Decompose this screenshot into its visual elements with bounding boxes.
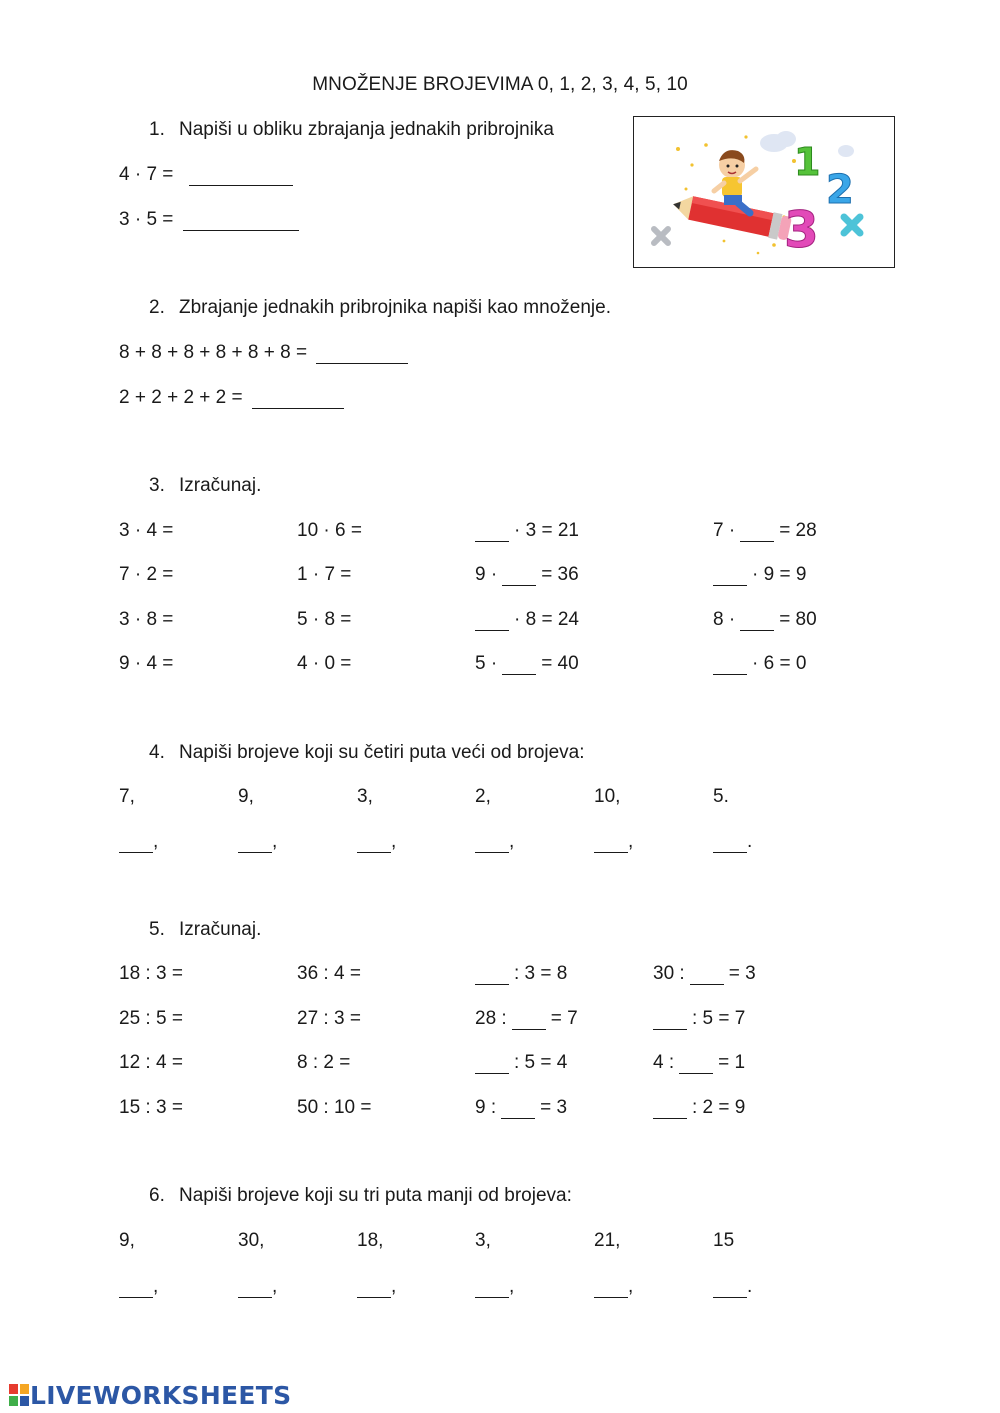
punctuation: , bbox=[391, 1276, 397, 1297]
answer-field[interactable] bbox=[502, 654, 536, 675]
answer-field[interactable] bbox=[475, 964, 509, 985]
equation-cell bbox=[119, 563, 173, 587]
equation-cell bbox=[119, 1051, 183, 1075]
section-number: 5. bbox=[149, 919, 165, 940]
expression: 3 · 5 = bbox=[119, 209, 174, 230]
equation-cell bbox=[119, 652, 173, 676]
expression-text: 3 · 8 = bbox=[119, 608, 174, 630]
equation-cell bbox=[297, 1096, 371, 1120]
expression-text: 28 : bbox=[475, 1007, 507, 1029]
equation-cell bbox=[475, 563, 579, 587]
answer-field[interactable] bbox=[357, 832, 391, 853]
expression-text: = 3 bbox=[728, 963, 756, 984]
answer-field[interactable] bbox=[252, 388, 344, 409]
numeral-1: 1 bbox=[794, 140, 821, 184]
liveworksheets-icon bbox=[8, 1382, 30, 1408]
section-2-heading bbox=[149, 296, 611, 320]
answer-field[interactable] bbox=[713, 565, 747, 586]
answer-field[interactable] bbox=[690, 964, 724, 985]
expression-text: 30 : bbox=[653, 963, 685, 984]
expression-text: = 40 bbox=[541, 652, 579, 674]
equation-cell bbox=[297, 1051, 350, 1075]
exercise-2b bbox=[119, 386, 344, 410]
expression-text: 18 : 3 = bbox=[119, 963, 183, 984]
punctuation: , bbox=[272, 831, 278, 852]
answer-slot bbox=[119, 830, 158, 854]
equation-cell bbox=[475, 1007, 578, 1031]
exercise-2a bbox=[119, 341, 408, 365]
equation-cell bbox=[119, 608, 173, 632]
heading-text: Izračunaj. bbox=[179, 475, 262, 496]
multiply-sign-icon bbox=[654, 229, 668, 243]
answer-field[interactable] bbox=[713, 832, 747, 853]
equation-cell bbox=[653, 962, 756, 986]
expression-text: · 9 = 9 bbox=[752, 564, 807, 586]
punctuation: , bbox=[391, 831, 397, 852]
answer-field[interactable] bbox=[475, 610, 509, 631]
section-4-heading bbox=[149, 741, 585, 765]
equation-cell bbox=[475, 608, 579, 632]
expression-text: 8 : 2 = bbox=[297, 1052, 351, 1074]
answer-field[interactable] bbox=[653, 1098, 687, 1119]
answer-field[interactable] bbox=[502, 565, 536, 586]
expression-text: 50 : 10 = bbox=[297, 1096, 372, 1118]
answer-field[interactable] bbox=[183, 210, 299, 231]
given-number: 18, bbox=[357, 1230, 384, 1251]
expression-text: = 28 bbox=[779, 520, 817, 541]
equation-cell bbox=[297, 608, 351, 632]
equation-cell bbox=[297, 962, 361, 986]
illustration-frame bbox=[633, 116, 895, 268]
expression-text: = 7 bbox=[550, 1007, 578, 1029]
given-number: 2, bbox=[475, 786, 491, 807]
expression-text: 5 · bbox=[475, 652, 498, 674]
given-number: 30, bbox=[238, 1230, 265, 1251]
expression-text: 3 · 4 = bbox=[119, 520, 174, 541]
answer-slot bbox=[357, 1275, 396, 1299]
answer-field[interactable] bbox=[189, 165, 293, 186]
equation-cell bbox=[119, 519, 173, 543]
answer-field[interactable] bbox=[713, 654, 747, 675]
expression-text: = 80 bbox=[779, 608, 817, 630]
answer-field[interactable] bbox=[713, 1277, 747, 1298]
expression-text: · 6 = 0 bbox=[752, 652, 807, 674]
answer-slot bbox=[594, 830, 633, 854]
answer-field[interactable] bbox=[238, 832, 272, 853]
answer-field[interactable] bbox=[475, 1277, 509, 1298]
answer-field[interactable] bbox=[594, 1277, 628, 1298]
given-number: 9, bbox=[238, 786, 254, 807]
answer-field[interactable] bbox=[594, 832, 628, 853]
boy-on-pencil-illustration bbox=[634, 117, 895, 268]
answer-slot bbox=[357, 830, 396, 854]
section-number: 6. bbox=[149, 1185, 165, 1206]
expression-text: · 3 = 21 bbox=[514, 520, 579, 541]
expression-text: 10 · 6 = bbox=[297, 520, 362, 541]
equation-cell bbox=[713, 563, 806, 587]
equation-cell bbox=[119, 1096, 183, 1120]
logo-text: LIVEWORKSHEETS bbox=[30, 1380, 292, 1410]
given-number: 21, bbox=[594, 1230, 621, 1251]
expression: 8 + 8 + 8 + 8 + 8 + 8 = bbox=[119, 342, 308, 363]
equation-cell bbox=[653, 1096, 745, 1120]
heading-text: Napiši u obliku zbrajanja jednakih pribrojnika bbox=[179, 119, 554, 140]
punctuation: , bbox=[509, 831, 515, 852]
punctuation: , bbox=[628, 1276, 634, 1297]
expression-text: 27 : 3 = bbox=[297, 1007, 361, 1029]
equation-cell bbox=[713, 519, 817, 543]
equation-cell bbox=[475, 1096, 567, 1120]
expression-text: 7 · bbox=[713, 520, 736, 541]
expression-text: 9 · 4 = bbox=[119, 652, 174, 674]
section-number: 4. bbox=[149, 742, 165, 763]
equation-cell bbox=[119, 1007, 183, 1031]
answer-field[interactable] bbox=[316, 343, 408, 364]
section-number: 1. bbox=[149, 119, 165, 140]
given-number: 7, bbox=[119, 786, 135, 807]
expression-text: : 5 = 4 bbox=[514, 1052, 568, 1074]
answer-field[interactable] bbox=[238, 1277, 272, 1298]
numeral-2: 2 bbox=[826, 167, 854, 213]
equation-cell bbox=[475, 962, 567, 986]
expression-text: 15 : 3 = bbox=[119, 1096, 183, 1118]
given-number: 5. bbox=[713, 786, 729, 807]
punctuation: , bbox=[628, 831, 634, 852]
expression-text: : 5 = 7 bbox=[692, 1007, 746, 1029]
answer-field[interactable] bbox=[475, 521, 509, 542]
answer-slot bbox=[475, 1275, 514, 1299]
answer-field[interactable] bbox=[475, 1053, 509, 1074]
answer-field[interactable] bbox=[119, 832, 153, 853]
expression-text: 25 : 5 = bbox=[119, 1007, 183, 1029]
punctuation: , bbox=[509, 1276, 515, 1297]
expression-text: 7 · 2 = bbox=[119, 564, 174, 586]
punctuation: , bbox=[272, 1276, 278, 1297]
numeral-3: 3 bbox=[784, 201, 819, 259]
expression: 2 + 2 + 2 + 2 = bbox=[119, 387, 243, 408]
answer-field[interactable] bbox=[501, 1098, 535, 1119]
answer-field[interactable] bbox=[119, 1277, 153, 1298]
answer-slot bbox=[238, 1275, 277, 1299]
expression-text: 5 · 8 = bbox=[297, 608, 352, 630]
equation-cell bbox=[713, 608, 817, 632]
punctuation: . bbox=[747, 1276, 753, 1297]
expression-text: 9 : bbox=[475, 1096, 497, 1118]
expression-text: 4 · 0 = bbox=[297, 652, 352, 674]
expression: 4 · 7 = bbox=[119, 164, 174, 185]
section-number: 3. bbox=[149, 475, 165, 496]
section-5-heading bbox=[149, 918, 261, 942]
exercise-1b bbox=[119, 208, 299, 232]
answer-slot bbox=[594, 1275, 633, 1299]
expression-text: 8 · bbox=[713, 608, 736, 630]
heading-text: Izračunaj. bbox=[179, 919, 262, 940]
answer-field[interactable] bbox=[679, 1053, 713, 1074]
section-number: 2. bbox=[149, 297, 165, 318]
given-number: 9, bbox=[119, 1230, 135, 1251]
expression-text: : 3 = 8 bbox=[514, 963, 568, 984]
section-6-heading bbox=[149, 1184, 572, 1208]
given-number: 3, bbox=[357, 786, 373, 807]
expression-text: = 1 bbox=[718, 1052, 746, 1074]
equation-cell bbox=[475, 652, 579, 676]
equation-cell bbox=[297, 519, 362, 543]
punctuation: , bbox=[153, 1276, 159, 1297]
answer-field[interactable] bbox=[653, 1009, 687, 1030]
expression-text: 36 : 4 = bbox=[297, 963, 361, 984]
equation-cell bbox=[297, 563, 351, 587]
expression-text: 1 · 7 = bbox=[297, 564, 352, 586]
punctuation: . bbox=[747, 831, 753, 852]
expression-text: 12 : 4 = bbox=[119, 1052, 183, 1074]
equation-cell bbox=[713, 652, 806, 676]
exercise-1a bbox=[119, 163, 293, 187]
answer-slot bbox=[238, 830, 277, 854]
answer-field[interactable] bbox=[357, 1277, 391, 1298]
section-1-heading bbox=[149, 118, 554, 142]
expression-text: : 2 = 9 bbox=[692, 1096, 746, 1118]
answer-field[interactable] bbox=[475, 832, 509, 853]
liveworksheets-logo bbox=[8, 1378, 291, 1412]
equation-cell bbox=[297, 652, 351, 676]
heading-text: Zbrajanje jednakih pribrojnika napiši kao množenje. bbox=[179, 297, 611, 318]
multiply-sign-icon bbox=[844, 217, 860, 233]
punctuation: , bbox=[153, 831, 159, 852]
expression-text: · 8 = 24 bbox=[514, 608, 579, 630]
expression-text: 4 : bbox=[653, 1052, 675, 1074]
answer-field[interactable] bbox=[740, 521, 774, 542]
heading-text: Napiši brojeve koji su četiri puta veći od brojeva: bbox=[179, 742, 585, 763]
answer-slot bbox=[713, 1275, 752, 1299]
equation-cell bbox=[475, 1051, 567, 1075]
equation-cell bbox=[475, 519, 579, 543]
equation-cell bbox=[653, 1007, 745, 1031]
answer-slot bbox=[475, 830, 514, 854]
answer-field[interactable] bbox=[512, 1009, 546, 1030]
heading-text: Napiši brojeve koji su tri puta manji od brojeva: bbox=[179, 1185, 572, 1206]
expression-text: = 3 bbox=[540, 1096, 568, 1118]
equation-cell bbox=[297, 1007, 361, 1031]
answer-slot bbox=[713, 830, 752, 854]
given-number: 10, bbox=[594, 786, 621, 807]
answer-field[interactable] bbox=[740, 610, 774, 631]
expression-text: 9 · bbox=[475, 564, 498, 586]
expression-text: = 36 bbox=[541, 564, 579, 586]
given-number: 15 bbox=[713, 1230, 735, 1251]
answer-slot bbox=[119, 1275, 158, 1299]
given-number: 3, bbox=[475, 1230, 491, 1251]
equation-cell bbox=[119, 962, 183, 986]
equation-cell bbox=[653, 1051, 745, 1075]
section-3-heading bbox=[149, 474, 261, 498]
page-title: MNOŽENJE BROJEVIMA 0, 1, 2, 3, 4, 5, 10 bbox=[312, 74, 688, 95]
